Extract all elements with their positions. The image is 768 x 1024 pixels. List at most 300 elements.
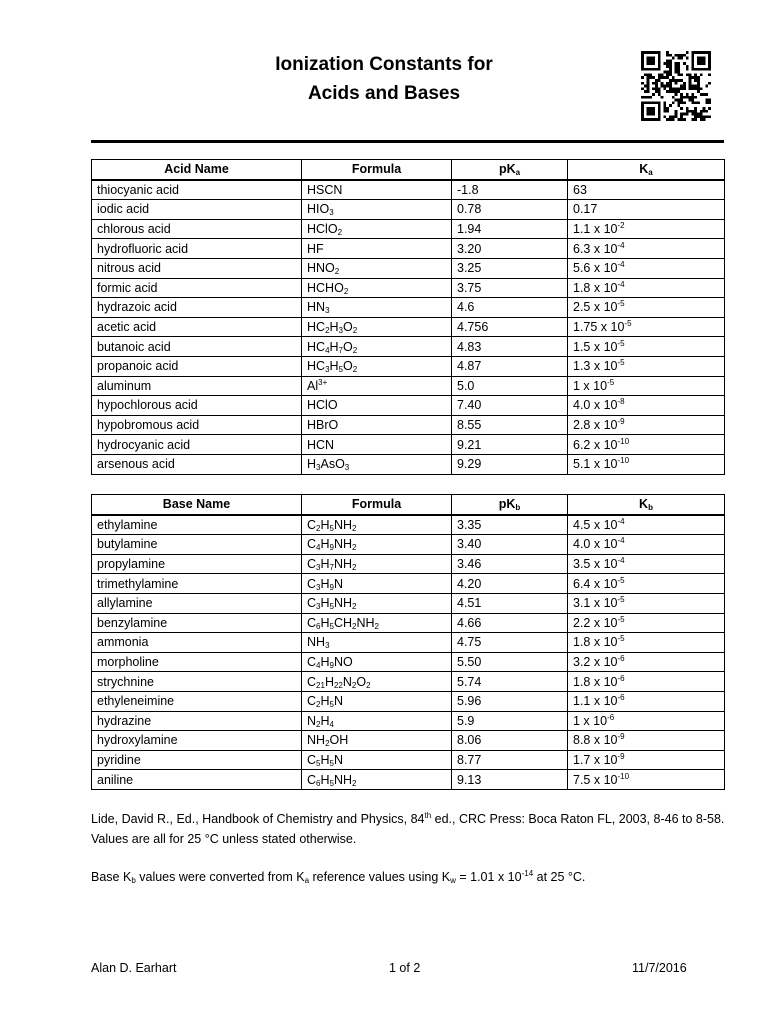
- base-row: [92, 593, 725, 613]
- base-p-value-cell: 8.77: [452, 750, 568, 770]
- formula-part: HClO: [307, 222, 338, 237]
- acid-p-value-cell: 4.87: [452, 356, 568, 376]
- formula-part: HC: [307, 339, 326, 354]
- formula-part: H: [320, 655, 330, 670]
- formula-part: C: [307, 694, 317, 709]
- base-p-value-cell: 3.40: [452, 535, 568, 555]
- acid-p-value-cell: 4.83: [452, 337, 568, 357]
- base-row: [92, 633, 725, 653]
- k-mantissa: 3.5 x 10: [573, 557, 618, 572]
- k-exponent: -9: [617, 417, 625, 427]
- k-exponent: -4: [617, 279, 625, 289]
- base-name-cell: hydrazine: [92, 711, 302, 731]
- formula-part: H: [320, 537, 330, 552]
- base-row: [92, 731, 725, 751]
- base-k-value-cell: [568, 574, 725, 594]
- formula-part: HCN: [307, 437, 335, 452]
- formula-part: 22: [333, 680, 343, 690]
- base-p-value-cell: 3.35: [452, 515, 568, 535]
- formula-part: O: [343, 359, 353, 374]
- formula-part: H: [307, 457, 317, 472]
- acid-row: [92, 298, 725, 318]
- formula-part: 3+: [318, 377, 328, 387]
- acid-k-value-cell: [568, 435, 725, 455]
- formula-part: 2: [352, 563, 357, 573]
- acid-formula-cell: [302, 317, 452, 337]
- base-p-value-cell: 8.06: [452, 731, 568, 751]
- base-row: [92, 554, 725, 574]
- formula-part: 6: [316, 621, 321, 631]
- formula-part: 4: [325, 345, 330, 355]
- base-name-cell: pyridine: [92, 750, 302, 770]
- base-row: [92, 613, 725, 633]
- base-k-value-cell: [568, 554, 725, 574]
- acid-formula-cell: [302, 298, 452, 318]
- formula-part: 5: [338, 365, 343, 375]
- formula-part: 2: [352, 543, 357, 553]
- base-p-value-cell: 4.75: [452, 633, 568, 653]
- formula-part: 2: [374, 621, 379, 631]
- acid-formula-cell: [302, 239, 452, 259]
- k-exponent: -10: [617, 436, 630, 446]
- acid-p-value-cell: 3.75: [452, 278, 568, 298]
- formula-part: 5: [329, 621, 334, 631]
- formula-part: HC: [307, 320, 326, 335]
- formula-part: 4: [316, 661, 321, 671]
- formula-part: H: [329, 359, 339, 374]
- acid-row: [92, 376, 725, 396]
- formula-part: 3: [325, 365, 330, 375]
- acid-name-header: Acid Name: [92, 160, 302, 180]
- acid-name-cell: hydrofluoric acid: [92, 239, 302, 259]
- base-name-cell: morpholine: [92, 652, 302, 672]
- base-formula-header: Formula: [302, 495, 452, 515]
- acid-name-cell: chlorous acid: [92, 219, 302, 239]
- acid-p-value-cell: 3.25: [452, 258, 568, 278]
- acid-formula-cell: [302, 396, 452, 416]
- acid-name-cell: thiocyanic acid: [92, 180, 302, 200]
- pkb-header: [452, 495, 568, 515]
- base-name-cell: strychnine: [92, 672, 302, 692]
- formula-part: NH: [307, 635, 326, 650]
- acid-k-value-cell: [568, 200, 725, 220]
- base-formula-cell: [302, 652, 452, 672]
- base-formula-cell: [302, 711, 452, 731]
- acid-p-value-cell: 7.40: [452, 396, 568, 416]
- acid-k-value-cell: [568, 317, 725, 337]
- formula-part: HN: [307, 300, 326, 315]
- formula-part: C: [307, 596, 317, 611]
- k-mantissa: 4.0 x 10: [573, 537, 618, 552]
- k-mantissa: 63: [573, 182, 587, 197]
- kb-header-base: K: [639, 497, 649, 512]
- base-k-value-cell: [568, 593, 725, 613]
- base-row: [92, 574, 725, 594]
- acid-k-value-cell: [568, 239, 725, 259]
- base-name-cell: benzylamine: [92, 613, 302, 633]
- base-formula-cell: [302, 750, 452, 770]
- acid-formula-cell: [302, 415, 452, 435]
- acid-formula-cell: [302, 376, 452, 396]
- reference-text-2: ed., CRC Press: Boca Raton FL, 2003, 8-46 to 8-58. Values are all for 25 °C unless stated otherwise.: [91, 812, 725, 846]
- base-k-value-cell: [568, 652, 725, 672]
- formula-part: 3: [329, 208, 334, 218]
- k-exponent: -10: [617, 456, 630, 466]
- acid-formula-cell: [302, 454, 452, 474]
- formula-part: HSCN: [307, 182, 343, 197]
- base-p-value-cell: 3.46: [452, 554, 568, 574]
- k-exponent: -6: [607, 712, 615, 722]
- formula-part: 2: [352, 602, 357, 612]
- conversion-text-1: Base K: [91, 870, 132, 884]
- formula-part: 2: [325, 326, 330, 336]
- formula-part: N: [307, 713, 317, 728]
- base-formula-cell: [302, 770, 452, 790]
- k-mantissa: 4.0 x 10: [573, 398, 618, 413]
- formula-part: H: [320, 713, 330, 728]
- formula-part: C: [307, 615, 317, 630]
- k-mantissa: 1.1 x 10: [573, 694, 618, 709]
- base-table: [91, 494, 725, 790]
- formula-part: 4: [316, 543, 321, 553]
- formula-part: NO: [333, 655, 353, 670]
- title-divider: [91, 140, 724, 143]
- formula-part: 2: [316, 719, 321, 729]
- formula-part: 5: [329, 523, 334, 533]
- k-mantissa: 1.3 x 10: [573, 359, 618, 374]
- k-exponent: -5: [617, 614, 625, 624]
- formula-part: C: [307, 753, 317, 768]
- formula-part: C: [307, 557, 317, 572]
- conversion-note: [91, 867, 731, 887]
- acid-p-value-cell: 9.29: [452, 454, 568, 474]
- base-name-cell: propylamine: [92, 554, 302, 574]
- k-exponent: -9: [617, 752, 625, 762]
- k-mantissa: 1.1 x 10: [573, 222, 618, 237]
- formula-part: NH: [333, 772, 353, 787]
- k-mantissa: 3.1 x 10: [573, 596, 618, 611]
- k-mantissa: 5.1 x 10: [573, 457, 618, 472]
- acid-row: [92, 200, 725, 220]
- base-row: [92, 515, 725, 535]
- base-name-cell: butylamine: [92, 535, 302, 555]
- base-formula-cell: [302, 593, 452, 613]
- conversion-text-3: reference values using K: [309, 870, 451, 884]
- base-row: [92, 672, 725, 692]
- formula-part: NH: [333, 517, 353, 532]
- k-exponent: -5: [617, 338, 625, 348]
- formula-part: NH: [333, 537, 353, 552]
- acid-row: [92, 219, 725, 239]
- footer-date: 11/7/2016: [632, 961, 687, 975]
- formula-part: O: [343, 320, 353, 335]
- k-exponent: -5: [617, 358, 625, 368]
- formula-part: 3: [344, 463, 350, 473]
- base-k-value-cell: [568, 711, 725, 731]
- conversion-text-4: = 1.01 x 10: [455, 870, 522, 884]
- conversion-text-5: at 25 °C.: [533, 870, 586, 884]
- formula-part: H: [320, 772, 330, 787]
- formula-part: H: [320, 753, 330, 768]
- conversion-text-2: values were converted from K: [135, 870, 305, 884]
- acid-row: [92, 337, 725, 357]
- base-row: [92, 691, 725, 711]
- acid-k-value-cell: [568, 454, 725, 474]
- formula-part: N: [333, 753, 343, 768]
- k-exponent: -2: [617, 221, 625, 231]
- acid-name-cell: butanoic acid: [92, 337, 302, 357]
- acid-formula-cell: [302, 337, 452, 357]
- conversion-sup-4: -14: [521, 869, 534, 878]
- k-mantissa: 5.6 x 10: [573, 261, 618, 276]
- title-line-2: Acids and Bases: [307, 83, 461, 104]
- formula-part: 3: [316, 602, 321, 612]
- k-mantissa: 3.2 x 10: [573, 655, 618, 670]
- base-name-cell: ethylamine: [92, 515, 302, 535]
- formula-part: 7: [338, 345, 343, 355]
- conversion-sub-3: w: [450, 876, 456, 885]
- base-formula-cell: [302, 574, 452, 594]
- acid-table: [91, 159, 725, 475]
- k-exponent: -4: [617, 516, 625, 526]
- formula-part: 5: [316, 759, 321, 769]
- base-k-value-cell: [568, 633, 725, 653]
- acid-p-value-cell: 1.94: [452, 219, 568, 239]
- k-mantissa: 1.8 x 10: [573, 280, 618, 295]
- k-mantissa: 6.4 x 10: [573, 576, 618, 591]
- acid-name-cell: aluminum: [92, 376, 302, 396]
- acid-row: [92, 180, 725, 200]
- k-exponent: -6: [617, 654, 625, 664]
- acid-row: [92, 258, 725, 278]
- base-formula-cell: [302, 515, 452, 535]
- pkb-header-base: pK: [498, 497, 516, 512]
- base-formula-cell: [302, 613, 452, 633]
- acid-name-cell: hydrocyanic acid: [92, 435, 302, 455]
- formula-part: 3: [325, 641, 330, 651]
- formula-part: H: [320, 596, 330, 611]
- acid-name-cell: propanoic acid: [92, 356, 302, 376]
- kb-header: [568, 495, 725, 515]
- conversion-sub-1: b: [131, 876, 136, 885]
- base-p-value-cell: 4.20: [452, 574, 568, 594]
- acid-formula-cell: [302, 356, 452, 376]
- base-k-value-cell: [568, 515, 725, 535]
- formula-part: O: [343, 339, 353, 354]
- base-header-row: [92, 495, 725, 515]
- base-row: [92, 535, 725, 555]
- acid-k-value-cell: [568, 180, 725, 200]
- k-exponent: -5: [624, 319, 632, 329]
- formula-part: 9: [329, 543, 334, 553]
- footer-page-number: 1 of 2: [389, 961, 421, 975]
- base-formula-cell: [302, 691, 452, 711]
- base-p-value-cell: 5.9: [452, 711, 568, 731]
- k-mantissa: 1.75 x 10: [573, 320, 625, 335]
- acid-formula-cell: [302, 278, 452, 298]
- k-mantissa: 7.5 x 10: [573, 772, 618, 787]
- base-p-value-cell: 4.66: [452, 613, 568, 633]
- formula-part: 9: [329, 582, 334, 592]
- acid-k-value-cell: [568, 219, 725, 239]
- formula-part: H: [320, 557, 330, 572]
- k-mantissa: 0.17: [573, 202, 598, 217]
- acid-row: [92, 415, 725, 435]
- base-formula-cell: [302, 633, 452, 653]
- acid-formula-cell: [302, 435, 452, 455]
- k-exponent: -5: [607, 377, 615, 387]
- acid-row: [92, 396, 725, 416]
- formula-part: C: [307, 576, 317, 591]
- k-exponent: -5: [617, 634, 625, 644]
- base-p-value-cell: 5.96: [452, 691, 568, 711]
- acid-name-cell: nitrous acid: [92, 258, 302, 278]
- formula-part: H: [329, 339, 339, 354]
- base-k-value-cell: [568, 731, 725, 751]
- formula-part: H: [320, 615, 330, 630]
- formula-part: HF: [307, 241, 324, 256]
- formula-part: 4: [329, 719, 334, 729]
- formula-part: 3: [338, 326, 343, 336]
- k-exponent: -8: [617, 397, 625, 407]
- base-row: [92, 750, 725, 770]
- formula-part: OH: [329, 733, 349, 748]
- acid-k-value-cell: [568, 298, 725, 318]
- acid-formula-header: Formula: [302, 160, 452, 180]
- formula-part: C: [307, 655, 317, 670]
- formula-part: 2: [352, 365, 358, 375]
- formula-part: 9: [329, 661, 334, 671]
- acid-p-value-cell: 8.55: [452, 415, 568, 435]
- formula-part: H: [324, 674, 334, 689]
- formula-part: NH: [333, 557, 353, 572]
- acid-name-cell: hydrazoic acid: [92, 298, 302, 318]
- formula-part: 2: [334, 267, 340, 277]
- formula-part: 5: [329, 778, 334, 788]
- base-k-value-cell: [568, 535, 725, 555]
- k-mantissa: 6.3 x 10: [573, 241, 618, 256]
- formula-part: C: [307, 772, 317, 787]
- acid-header-row: [92, 160, 725, 180]
- formula-part: N: [333, 694, 343, 709]
- base-formula-cell: [302, 672, 452, 692]
- formula-part: CH: [333, 615, 353, 630]
- acid-name-cell: formic acid: [92, 278, 302, 298]
- formula-part: 2: [352, 326, 358, 336]
- formula-part: H: [329, 320, 339, 335]
- k-mantissa: 2.8 x 10: [573, 418, 618, 433]
- formula-part: C: [307, 537, 317, 552]
- conversion-sub-2: a: [304, 876, 310, 885]
- acid-k-value-cell: [568, 278, 725, 298]
- acid-k-value-cell: [568, 337, 725, 357]
- formula-part: 3: [316, 563, 321, 573]
- ka-header-base: K: [639, 162, 649, 177]
- formula-part: HBrO: [307, 418, 339, 433]
- acid-row: [92, 239, 725, 259]
- formula-part: 2: [343, 286, 349, 296]
- base-k-value-cell: [568, 750, 725, 770]
- acid-name-cell: arsenous acid: [92, 454, 302, 474]
- formula-part: AsO: [320, 457, 345, 472]
- base-name-cell: hydroxylamine: [92, 731, 302, 751]
- acid-row: [92, 278, 725, 298]
- formula-part: HNO: [307, 261, 335, 276]
- formula-part: 2: [316, 523, 321, 533]
- formula-part: N: [342, 674, 352, 689]
- base-k-value-cell: [568, 613, 725, 633]
- title-line-1: Ionization Constants for: [275, 54, 493, 75]
- acid-k-value-cell: [568, 396, 725, 416]
- formula-part: 2: [352, 345, 358, 355]
- acid-p-value-cell: 3.20: [452, 239, 568, 259]
- formula-part: 2: [366, 680, 371, 690]
- acid-name-cell: hypobromous acid: [92, 415, 302, 435]
- formula-part: HC: [307, 359, 326, 374]
- pka-header-base: pK: [498, 162, 516, 177]
- formula-part: HClO: [307, 398, 338, 413]
- k-exponent: -9: [617, 732, 625, 742]
- formula-part: NH: [356, 615, 375, 630]
- formula-part: 3: [316, 463, 321, 473]
- qr-code-icon: [641, 51, 711, 121]
- formula-part: 3: [325, 306, 330, 316]
- k-exponent: -6: [617, 673, 625, 683]
- acid-row: [92, 454, 725, 474]
- formula-part: C: [307, 517, 317, 532]
- formula-part: HIO: [307, 202, 330, 217]
- acid-p-value-cell: 0.78: [452, 200, 568, 220]
- pkb-header-sub: b: [515, 503, 521, 513]
- k-exponent: -4: [617, 536, 625, 546]
- formula-part: 2: [351, 680, 357, 690]
- acid-p-value-cell: 9.21: [452, 435, 568, 455]
- formula-part: O: [356, 674, 367, 689]
- pka-header-sub: a: [515, 168, 521, 178]
- formula-part: NH: [333, 596, 353, 611]
- reference-citation: [91, 809, 731, 849]
- k-exponent: -4: [617, 240, 625, 250]
- k-mantissa: 1.7 x 10: [573, 753, 618, 768]
- formula-part: 2: [337, 228, 343, 238]
- acid-k-value-cell: [568, 356, 725, 376]
- formula-part: 6: [316, 778, 321, 788]
- formula-part: N: [333, 576, 343, 591]
- k-mantissa: 1.8 x 10: [573, 674, 618, 689]
- formula-part: 2: [352, 778, 357, 788]
- base-k-value-cell: [568, 691, 725, 711]
- formula-part: 2: [352, 621, 357, 631]
- formula-part: 3: [316, 582, 321, 592]
- formula-part: H: [320, 517, 330, 532]
- reference-edition-sup: th: [424, 811, 432, 820]
- base-formula-cell: [302, 535, 452, 555]
- base-formula-cell: [302, 731, 452, 751]
- k-mantissa: 4.5 x 10: [573, 517, 618, 532]
- base-name-cell: ethyleneimine: [92, 691, 302, 711]
- formula-part: HCHO: [307, 280, 344, 295]
- formula-part: C: [307, 674, 317, 689]
- acid-p-value-cell: 4.6: [452, 298, 568, 318]
- k-exponent: -4: [617, 556, 625, 566]
- formula-part: 2: [352, 523, 357, 533]
- footer-author: Alan D. Earhart: [91, 961, 177, 975]
- k-mantissa: 6.2 x 10: [573, 437, 618, 452]
- ka-header-sub: a: [648, 168, 653, 178]
- k-mantissa: 2.5 x 10: [573, 300, 618, 315]
- kb-header-sub: b: [648, 503, 653, 513]
- pka-header: [452, 160, 568, 180]
